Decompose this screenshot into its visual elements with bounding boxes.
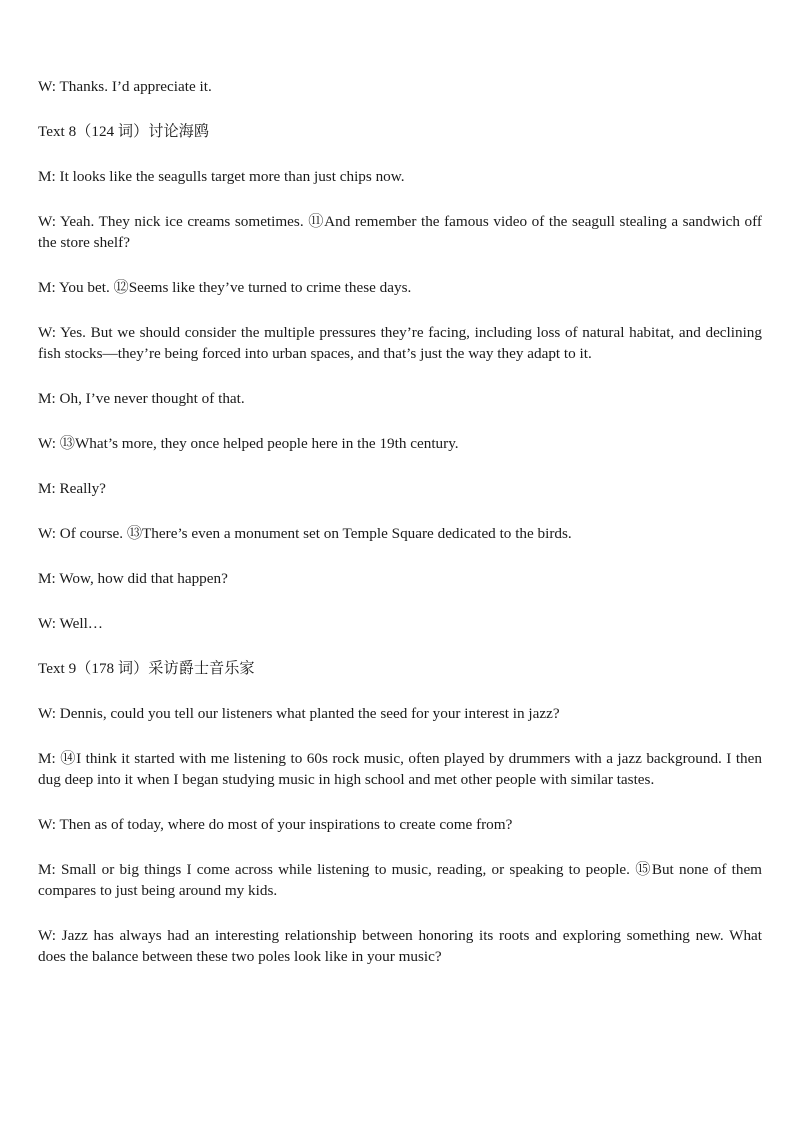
dialogue-line: W: Thanks. I’d appreciate it. xyxy=(38,78,212,95)
dialogue-line: W: Then as of today, where do most of your inspirations to create come from? xyxy=(38,816,513,833)
dialogue-line: W: Dennis, could you tell our listeners what planted the seed for your interest in jazz? xyxy=(38,705,560,722)
dialogue-line: W: ⑬What’s more, they once helped people here in the 19th century. xyxy=(38,435,459,452)
dialogue-line: M: You bet. ⑫Seems like they’ve turned to crime these days. xyxy=(38,279,412,296)
dialogue-line: W: Of course. ⑬There’s even a monument set on Temple Square dedicated to the birds. xyxy=(38,525,572,542)
dialogue-line: M: It looks like the seagulls target more than just chips now. xyxy=(38,168,405,185)
dialogue-line: W: Yes. But we should consider the multiple pressures they’re facing, including loss of natural habitat, and declining fish stocks—they’re being forced into urban spaces, and that’s just the way they adapt to it. xyxy=(38,324,762,362)
dialogue-line: M: Wow, how did that happen? xyxy=(38,570,228,587)
dialogue-line: W: Jazz has always had an interesting relationship between honoring its roots and exploring something new. What does the balance between these two poles look like in your music? xyxy=(38,927,762,965)
dialogue-line: M: ⑭I think it started with me listening to 60s rock music, often played by drummers with a jazz background. I then dug deep into it when I began studying music in high school and met other people with similar tastes. xyxy=(38,750,762,788)
section-heading-text-9: Text 9（178 词）采访爵士音乐家 xyxy=(38,660,255,677)
dialogue-line: M: Oh, I’ve never thought of that. xyxy=(38,390,245,407)
dialogue-line: W: Yeah. They nick ice creams sometimes. ⑪And remember the famous video of the seagull stealing a sandwich off the store shelf? xyxy=(38,213,762,251)
dialogue-line: M: Small or big things I come across while listening to music, reading, or speaking to people. ⑮But none of them compares to just being around my kids. xyxy=(38,861,762,899)
document-page xyxy=(38,76,762,991)
dialogue-line: M: Really? xyxy=(38,480,106,497)
section-heading-text-8: Text 8（124 词）讨论海鸥 xyxy=(38,123,210,140)
dialogue-line: W: Well… xyxy=(38,615,103,632)
